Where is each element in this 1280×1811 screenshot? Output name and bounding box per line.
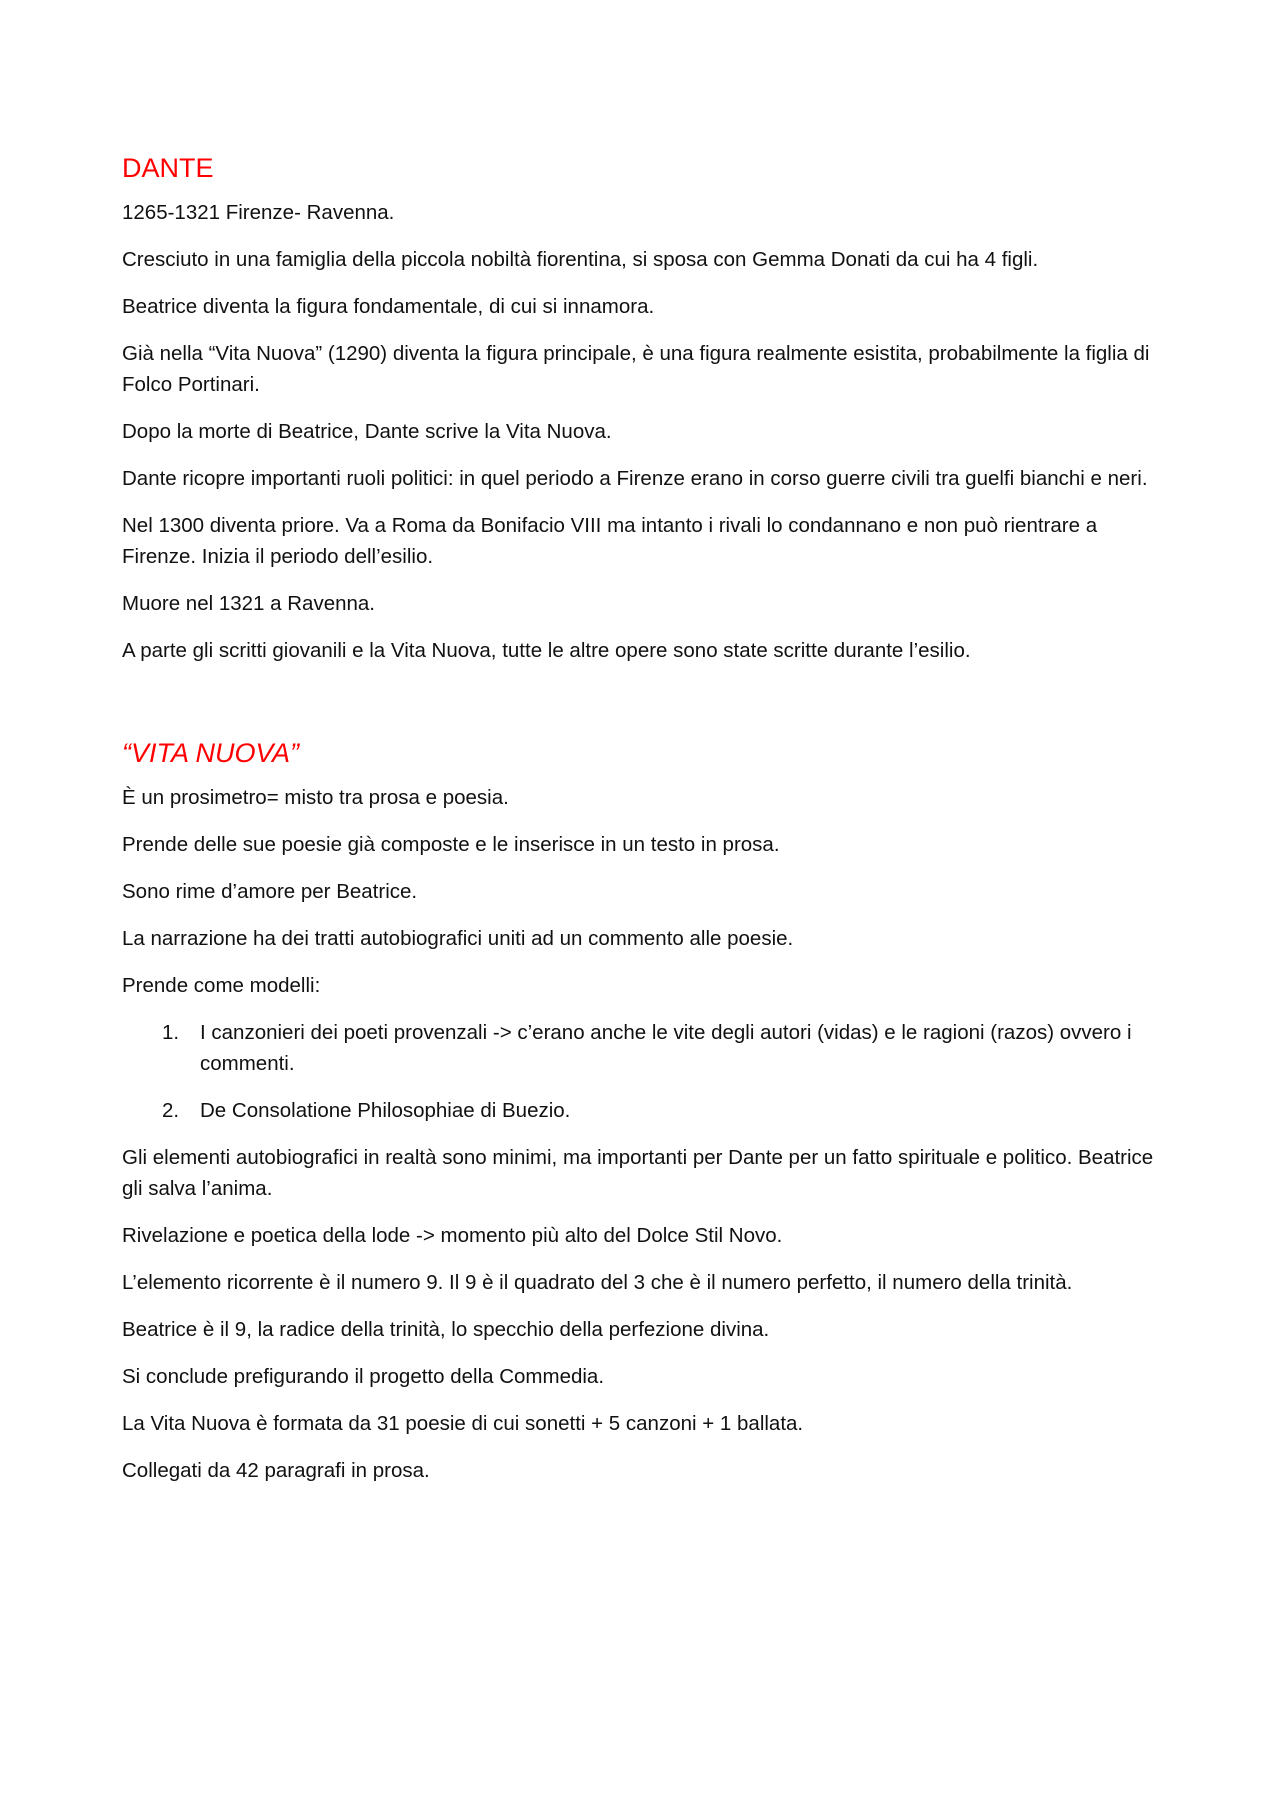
list-item: [122, 1017, 1168, 1079]
paragraph: Dante ricopre importanti ruoli politici: in quel periodo a Firenze erano in corso guerre civili tra guelfi bianchi e neri.: [122, 467, 1148, 490]
list-item: [122, 1095, 1168, 1126]
paragraph: Gli elementi autobiografici in realtà sono minimi, ma importanti per Dante per un fatto spirituale e politico. Beatrice gli salva l’anima.: [122, 1146, 1154, 1200]
paragraph: Prende delle sue poesie già composte e le inserisce in un testo in prosa.: [122, 833, 780, 856]
section-heading-vita-nuova: “VITA NUOVA”: [122, 738, 300, 768]
paragraph: Sono rime d’amore per Beatrice.: [122, 880, 418, 903]
paragraph: Già nella “Vita Nuova” (1290) diventa la figura principale, è una figura realmente esistita, probabilmente la figlia di Folco Portinari.: [122, 342, 1150, 396]
paragraph: Cresciuto in una famiglia della piccola nobiltà fiorentina, si sposa con Gemma Donati da cui ha 4 figli.: [122, 248, 1039, 271]
paragraph: Si conclude prefigurando il progetto della Commedia.: [122, 1365, 605, 1388]
paragraph: Beatrice diventa la figura fondamentale, di cui si innamora.: [122, 295, 655, 318]
section-spacer: [122, 682, 1168, 735]
paragraph: Rivelazione e poetica della lode -> momento più alto del Dolce Stil Novo.: [122, 1224, 783, 1247]
section-heading-dante: DANTE: [122, 153, 214, 183]
paragraph: 1265-1321 Firenze- Ravenna.: [122, 201, 395, 224]
paragraph: L’elemento ricorrente è il numero 9. Il 9 è il quadrato del 3 che è il numero perfetto, il numero della trinità.: [122, 1271, 1073, 1294]
paragraph: Nel 1300 diventa priore. Va a Roma da Bonifacio VIII ma intanto i rivali lo condannano e non può rientrare a Firenze. Inizia il periodo dell’esilio.: [122, 514, 1098, 568]
paragraph: Muore nel 1321 a Ravenna.: [122, 592, 376, 615]
paragraph: La narrazione ha dei tratti autobiografici uniti ad un commento alle poesie.: [122, 927, 794, 950]
paragraph: La Vita Nuova è formata da 31 poesie di cui sonetti + 5 canzoni + 1 ballata.: [122, 1412, 804, 1435]
list-item-text: I canzonieri dei poeti provenzali -> c’erano anche le vite degli autori (vidas) e le ragioni (razos) ovvero i commenti.: [200, 1021, 1132, 1075]
numbered-list-models: [122, 1017, 1168, 1126]
document-page: [122, 150, 1168, 1502]
paragraph: A parte gli scritti giovanili e la Vita Nuova, tutte le altre opere sono state scritte durante l’esilio.: [122, 639, 971, 662]
paragraph: Prende come modelli:: [122, 974, 321, 997]
list-item-number: 1.: [162, 1021, 180, 1044]
paragraph: Collegati da 42 paragrafi in prosa.: [122, 1459, 430, 1482]
list-item-text: De Consolatione Philosophiae di Buezio.: [200, 1099, 571, 1122]
paragraph: Beatrice è il 9, la radice della trinità, lo specchio della perfezione divina.: [122, 1318, 770, 1341]
list-item-number: 2.: [162, 1099, 180, 1122]
paragraph: È un prosimetro= misto tra prosa e poesia.: [122, 786, 509, 809]
paragraph: Dopo la morte di Beatrice, Dante scrive la Vita Nuova.: [122, 420, 612, 443]
